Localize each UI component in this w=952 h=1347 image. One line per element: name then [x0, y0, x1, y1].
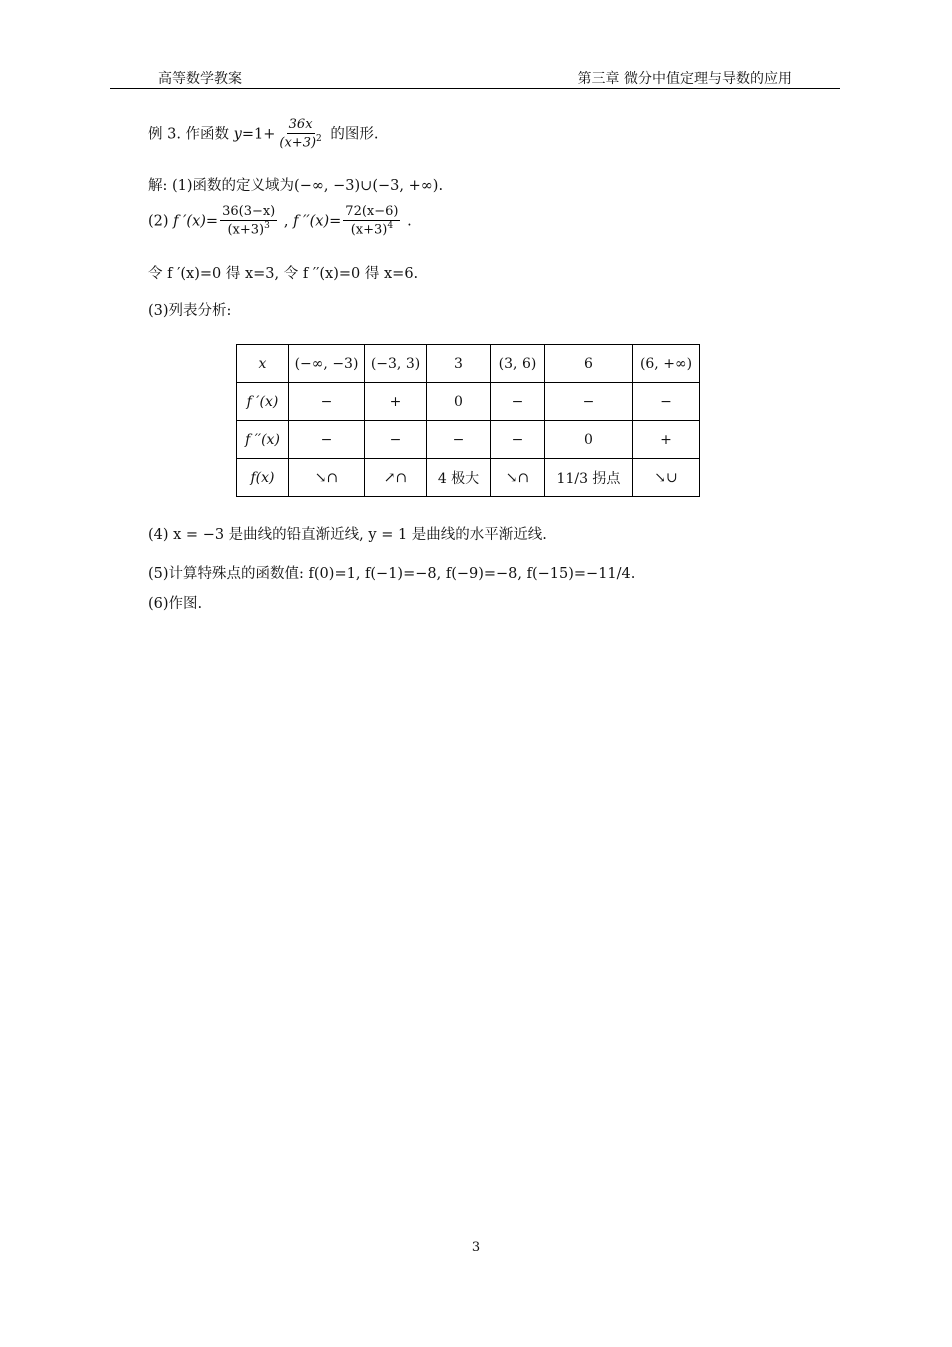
table-cell: + — [365, 383, 427, 421]
table-cell: − — [491, 383, 545, 421]
table-cell: − — [365, 421, 427, 459]
example-frac-num: 36x — [288, 117, 313, 132]
step2-f2-exp: 4 — [387, 220, 394, 231]
step3-label: (3)列表分析: — [148, 303, 232, 319]
example-statement — [148, 118, 379, 151]
table-cell: − — [491, 421, 545, 459]
step2-f1-num: 36(3−x) — [222, 204, 276, 219]
table-cell: 0 — [427, 383, 491, 421]
table-cell: ↘∪ — [633, 459, 700, 497]
header-right-chapter: 第三章 微分中值定理与导数的应用 — [577, 71, 792, 87]
example-func-lhs: y — [233, 126, 242, 143]
step2-end: . — [402, 213, 412, 230]
example-suffix: 的图形. — [325, 126, 379, 143]
table-cell: f ′′(x) — [237, 421, 289, 459]
example-frac-den: (x+3) — [279, 135, 317, 151]
example-frac-exp: 2 — [316, 133, 322, 144]
table-cell: x — [237, 345, 289, 383]
step2-f1-exp: 3 — [264, 220, 270, 231]
table-cell: 4 极大 — [427, 459, 491, 497]
table-cell: − — [289, 383, 365, 421]
table-cell: (−3, 3) — [365, 345, 427, 383]
step2-sep: , — [279, 213, 294, 230]
table-cell: ↗∩ — [365, 459, 427, 497]
table-row — [237, 421, 700, 459]
table-cell: − — [427, 421, 491, 459]
table-row — [237, 459, 700, 497]
step4-asymptotes: (4) x = −3 是曲线的铅直渐近线, y = 1 是曲线的水平渐近线. — [148, 527, 547, 543]
table-cell: ↘∩ — [289, 459, 365, 497]
table-row — [237, 383, 700, 421]
page-header — [110, 60, 840, 89]
table-cell: − — [545, 383, 633, 421]
step5-special-values: (5)计算特殊点的函数值: f(0)=1, f(−1)=−8, f(−9)=−8, f(−15)=−11/4. — [148, 566, 636, 582]
step2-f2-num: 72(x−6) — [345, 204, 399, 219]
step2-f1-fraction — [220, 205, 277, 238]
example-func-mid: =1+ — [241, 126, 276, 143]
table-cell: + — [633, 421, 700, 459]
table-row — [237, 345, 700, 383]
step2-derivatives — [148, 205, 412, 238]
example-fraction — [277, 118, 323, 151]
table-cell: (3, 6) — [491, 345, 545, 383]
example-prefix: 例 3. 作函数 — [148, 126, 234, 143]
step1-domain: 解: (1)函数的定义域为(−∞, −3)∪(−3, +∞). — [148, 178, 444, 194]
table-cell: ↘∩ — [491, 459, 545, 497]
step2-critical-points: 令 f ′(x)=0 得 x=3, 令 f ′′(x)=0 得 x=6. — [148, 266, 419, 282]
table-cell: − — [289, 421, 365, 459]
step2-f1-label: f ′(x)= — [173, 213, 219, 230]
step2-f2-label: f ′′(x)= — [293, 213, 342, 230]
step6-plot: (6)作图. — [148, 596, 203, 612]
table-cell: 3 — [427, 345, 491, 383]
step2-prefix: (2) — [148, 213, 174, 230]
step2-f2-den: (x+3) — [350, 222, 388, 238]
table-cell: − — [633, 383, 700, 421]
table-cell: 11/3 拐点 — [545, 459, 633, 497]
page-number: 3 — [471, 1240, 481, 1255]
analysis-table — [236, 344, 700, 497]
table-cell: 0 — [545, 421, 633, 459]
step2-f1-den: (x+3) — [227, 222, 265, 238]
step2-f2-fraction — [343, 205, 400, 238]
table-cell: (−∞, −3) — [289, 345, 365, 383]
table-cell: (6, +∞) — [633, 345, 700, 383]
table-cell: f ′(x) — [237, 383, 289, 421]
table-cell: f(x) — [237, 459, 289, 497]
header-left-title: 高等数学教案 — [158, 71, 242, 87]
table-cell: 6 — [545, 345, 633, 383]
